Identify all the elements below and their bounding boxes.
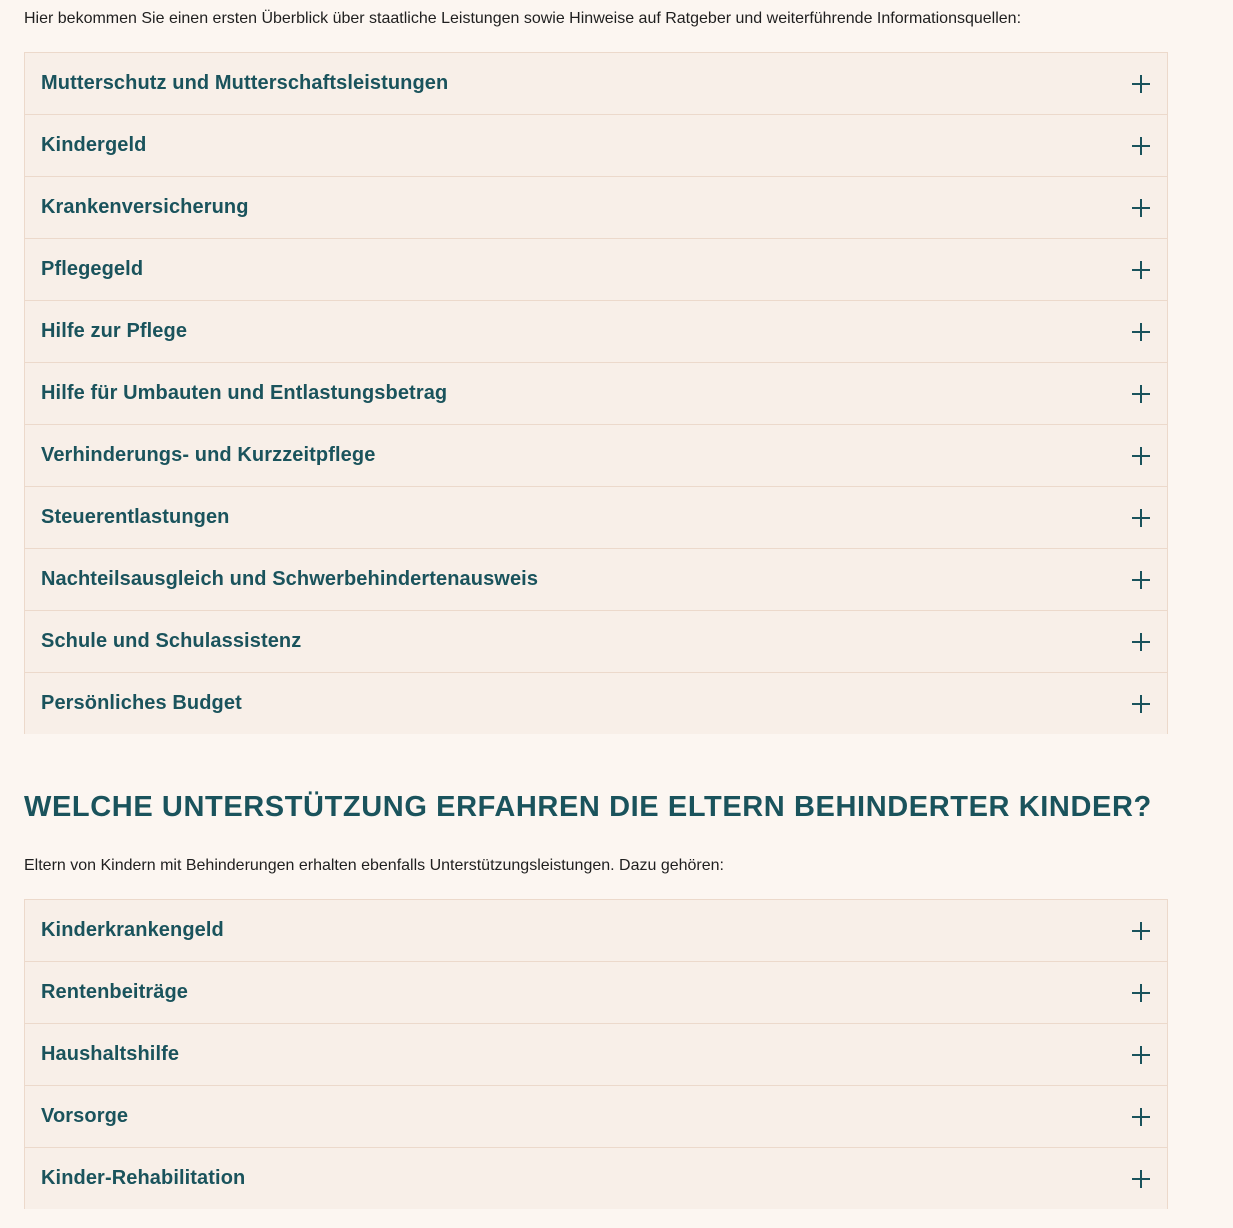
plus-icon[interactable] — [1132, 1170, 1150, 1188]
accordion-item-hilfe-zur-pflege[interactable] — [25, 301, 1167, 363]
accordion-item-label: Hilfe für Umbauten und Entlastungsbetrag — [41, 382, 448, 404]
parents-support-accordion — [24, 899, 1168, 1209]
plus-icon[interactable] — [1132, 922, 1150, 940]
accordion-item-label: Nachteilsausgleich und Schwerbehindertenausweis — [41, 568, 539, 590]
accordion-item-label: Persönliches Budget — [41, 692, 242, 714]
accordion-item-verhinderungspflege[interactable] — [25, 425, 1167, 487]
accordion-item-persoenliches-budget[interactable] — [25, 673, 1167, 734]
accordion-item-rentenbeitraege[interactable] — [25, 962, 1167, 1024]
plus-icon[interactable] — [1132, 633, 1150, 651]
accordion-item-mutterschutz[interactable] — [25, 53, 1167, 115]
plus-icon[interactable] — [1132, 695, 1150, 713]
plus-icon[interactable] — [1132, 571, 1150, 589]
plus-icon[interactable] — [1132, 385, 1150, 403]
plus-icon[interactable] — [1132, 137, 1150, 155]
benefits-accordion — [24, 52, 1168, 734]
accordion-item-nachteilsausgleich[interactable] — [25, 549, 1167, 611]
accordion-item-kindergeld[interactable] — [25, 115, 1167, 177]
plus-icon[interactable] — [1132, 984, 1150, 1002]
accordion-item-label: Mutterschutz und Mutterschaftsleistungen — [41, 72, 449, 94]
accordion-item-krankenversicherung[interactable] — [25, 177, 1167, 239]
accordion-item-label: Schule und Schulassistenz — [41, 630, 302, 652]
accordion-item-label: Verhinderungs- und Kurzzeitpflege — [41, 444, 376, 466]
plus-icon[interactable] — [1132, 1108, 1150, 1126]
accordion-item-steuerentlastungen[interactable] — [25, 487, 1167, 549]
accordion-item-schule[interactable] — [25, 611, 1167, 673]
accordion-item-label: Krankenversicherung — [41, 196, 249, 218]
accordion-item-kinderkrankengeld[interactable] — [25, 900, 1167, 962]
section-intro-text: Eltern von Kindern mit Behinderungen erhalten ebenfalls Unterstützungsleistungen. Dazu gehören: — [24, 857, 724, 874]
plus-icon[interactable] — [1132, 323, 1150, 341]
section-heading: WELCHE UNTERSTÜTZUNG ERFAHREN DIE ELTERN BEHINDERTER KINDER? — [24, 791, 1152, 823]
plus-icon[interactable] — [1132, 199, 1150, 217]
plus-icon[interactable] — [1132, 75, 1150, 93]
plus-icon[interactable] — [1132, 509, 1150, 527]
accordion-item-pflegegeld[interactable] — [25, 239, 1167, 301]
accordion-item-label: Rentenbeiträge — [41, 981, 188, 1003]
accordion-item-umbauten[interactable] — [25, 363, 1167, 425]
plus-icon[interactable] — [1132, 447, 1150, 465]
accordion-item-label: Kinder-Rehabilitation — [41, 1167, 246, 1189]
intro-text: Hier bekommen Sie einen ersten Überblick über staatliche Leistungen sowie Hinweise auf Ratgeber und weiterführende Informationsquellen: — [24, 10, 1022, 27]
plus-icon[interactable] — [1132, 261, 1150, 279]
accordion-item-label: Vorsorge — [41, 1105, 129, 1127]
accordion-item-label: Hilfe zur Pflege — [41, 320, 188, 342]
plus-icon[interactable] — [1132, 1046, 1150, 1064]
accordion-item-label: Steuerentlastungen — [41, 506, 230, 528]
accordion-item-label: Pflegegeld — [41, 258, 144, 280]
accordion-item-label: Kindergeld — [41, 134, 147, 156]
accordion-item-kinder-rehabilitation[interactable] — [25, 1148, 1167, 1209]
accordion-item-label: Kinderkrankengeld — [41, 919, 224, 941]
accordion-item-label: Haushaltshilfe — [41, 1043, 180, 1065]
accordion-item-vorsorge[interactable] — [25, 1086, 1167, 1148]
accordion-item-haushaltshilfe[interactable] — [25, 1024, 1167, 1086]
